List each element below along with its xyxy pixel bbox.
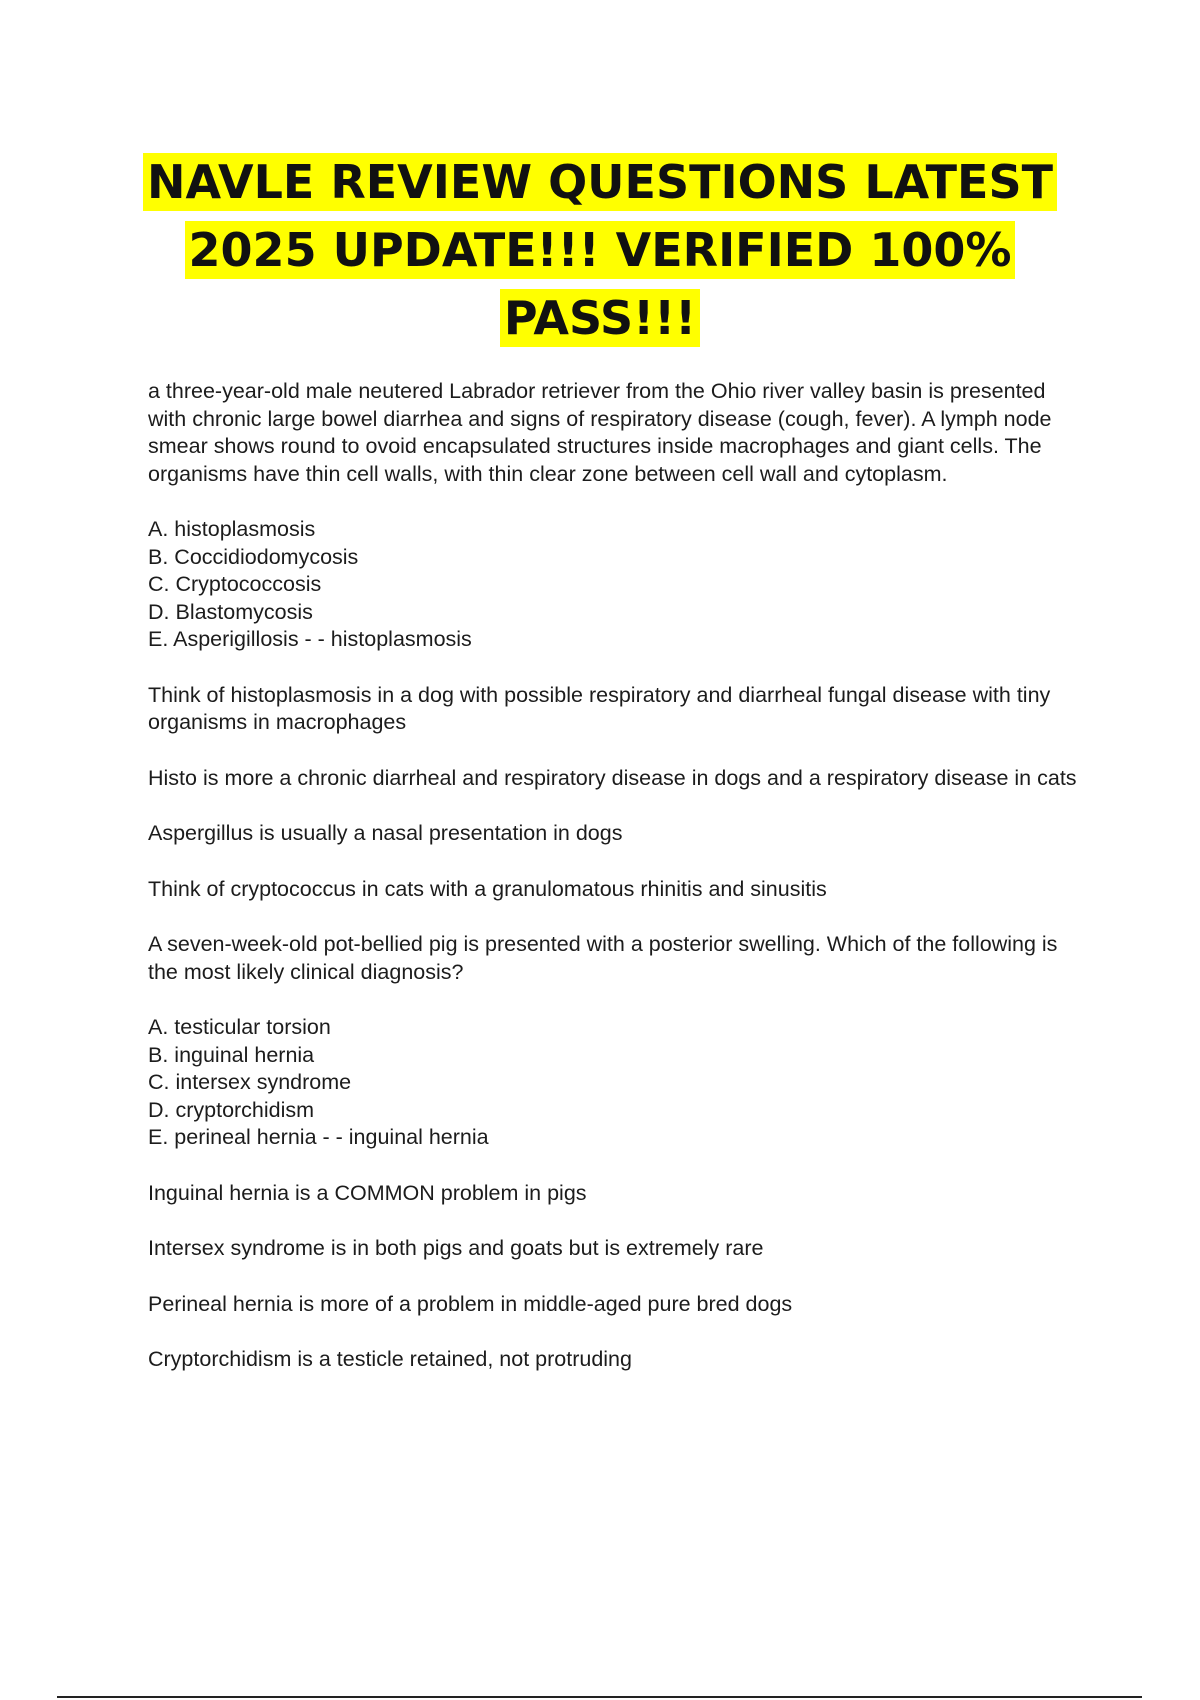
question-1-stem: a three-year-old male neutered Labrador retriever from the Ohio river valley basin is presented with chronic large bowel diarrhea and signs of respiratory disease (cough, fever). A lymph node smear shows round to ovoid encapsulated structures inside macrophages and giant cells. The organisms have thin cell walls, with thin clear zone between cell wall and cytoplasm. xyxy=(148,379,1052,486)
question-2-option-c: C. intersex syndrome xyxy=(148,1070,352,1094)
question-1-options xyxy=(148,516,1078,654)
title-line-2: 2025 UPDATE!!! VERIFIED 100% xyxy=(120,216,1080,284)
question-1-note: Think of histoplasmosis in a dog with possible respiratory and diarrheal fungal disease with tiny organisms in macrophages xyxy=(148,682,1051,734)
question-1-option-e: E. Asperigillosis - - histoplasmosis xyxy=(148,627,472,651)
question-2-option-a: A. testicular torsion xyxy=(148,1015,331,1039)
question-1-note: Think of cryptococcus in cats with a granulomatous rhinitis and sinusitis xyxy=(148,876,827,901)
question-2-options xyxy=(148,1014,1078,1152)
question-1-note: Histo is more a chronic diarrheal and respiratory disease in dogs and a respiratory disease in cats xyxy=(148,765,1077,790)
question-1-note: Aspergillus is usually a nasal presentation in dogs xyxy=(148,821,623,845)
question-1-option-a: A. histoplasmosis xyxy=(148,517,316,541)
question-2-note: Cryptorchidism is a testicle retained, not protruding xyxy=(148,1347,632,1371)
question-2-note: Intersex syndrome is in both pigs and goats but is extremely rare xyxy=(148,1236,764,1260)
question-2-option-b: B. inguinal hernia xyxy=(148,1042,315,1067)
question-2-note: Inguinal hernia is a COMMON problem in pigs xyxy=(148,1180,587,1205)
document-body xyxy=(148,378,1078,1402)
question-2-option-e: E. perineal hernia - - inguinal hernia xyxy=(148,1125,489,1149)
question-2-note: Perineal hernia is more of a problem in middle-aged pure bred dogs xyxy=(148,1291,793,1316)
question-2-stem: A seven-week-old pot-bellied pig is presented with a posterior swelling. Which of the following is the most likely clinical diagnosis? xyxy=(148,932,1058,984)
question-1-option-b: B. Coccidiodomycosis xyxy=(148,544,359,569)
title-line-1: NAVLE REVIEW QUESTIONS LATEST xyxy=(120,148,1080,216)
document-title xyxy=(120,148,1080,352)
question-1-option-d: D. Blastomycosis xyxy=(148,599,313,624)
footer-divider xyxy=(57,1696,1142,1698)
title-line-3: PASS!!! xyxy=(120,284,1080,352)
question-1-option-c: C. Cryptococcosis xyxy=(148,572,322,596)
question-2-option-d: D. cryptorchidism xyxy=(148,1097,315,1122)
